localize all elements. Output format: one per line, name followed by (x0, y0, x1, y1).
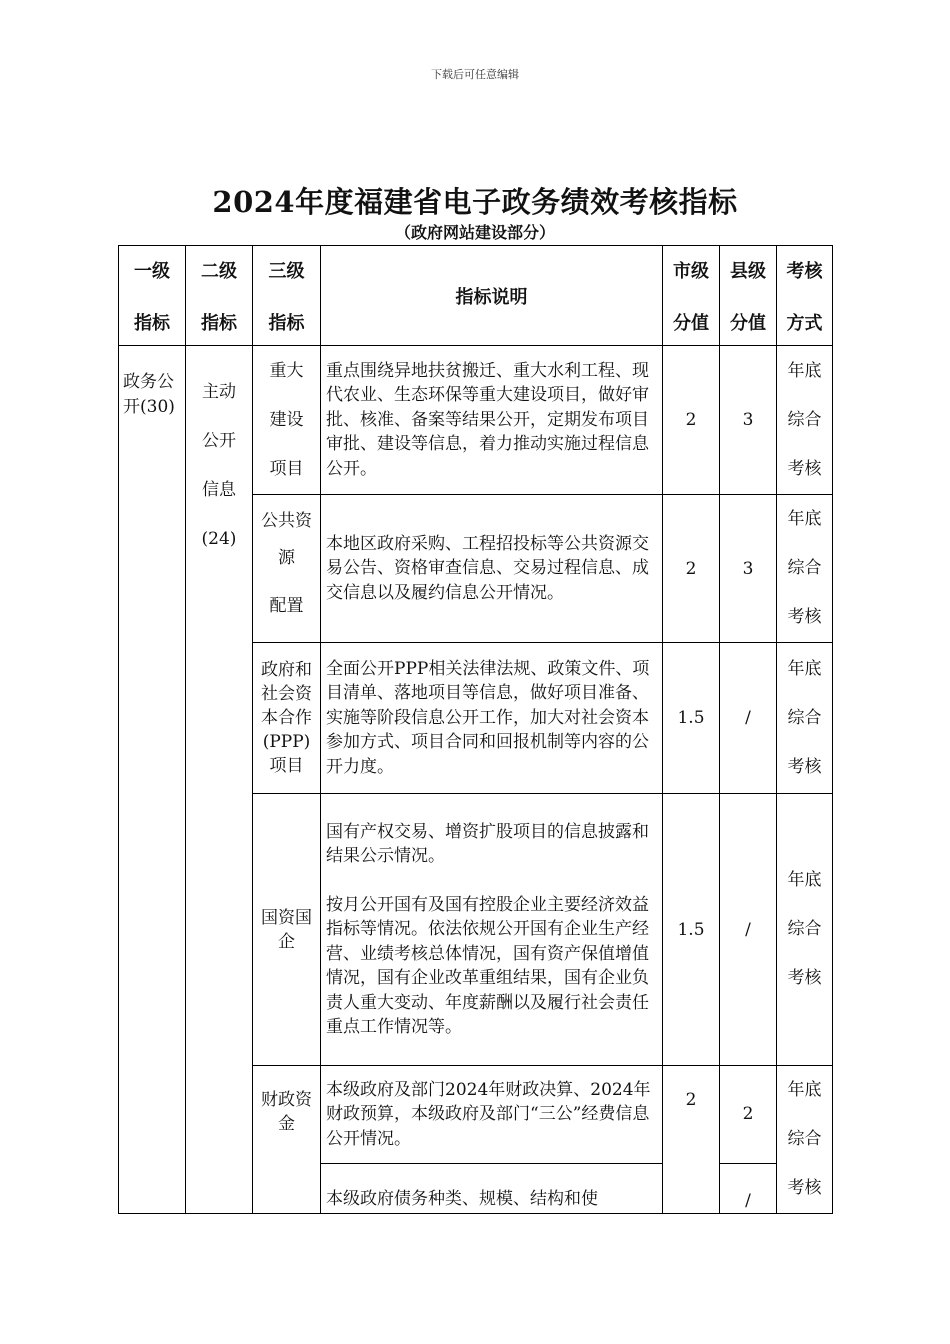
county-score: 2 (720, 1066, 777, 1164)
page-title: 2024年度福建省电子政务绩效考核指标 (212, 185, 738, 219)
table-row (119, 346, 833, 495)
description-cell: 国有产权交易、增资扩股项目的信息披露和结果公示情况。 按月公开国有及国有控股企业主要经济效益指标等情况。依法依规公开国有企业生产经营、业绩考核总体情况，国有资产保值增值情况，国有企业改革重组结果，国有企业负责人重大变动、年度薪酬以及履行社会责任重点工作情况等。 (321, 794, 663, 1066)
description-cell: 本级政府及部门2024年财政决算、2024年财政预算，本级政府及部门“三公”经费信息公开情况。 (321, 1066, 663, 1164)
level3-cell: 政府和 社会资 本合作 (PPP) 项目 (253, 643, 321, 794)
header-county-score: 县级 分值 (720, 246, 777, 346)
level3-cell: 公共资 源 配置 (253, 495, 321, 643)
header-row (119, 246, 833, 346)
county-score: / (720, 643, 777, 794)
header-level3: 三级 指标 (253, 246, 321, 346)
level1-cell: 政务公开(30) (119, 346, 186, 1214)
level2-cell: 主动 公开 信息 (24) (186, 346, 253, 1214)
city-score: 2 (663, 495, 720, 643)
county-score: 3 (720, 495, 777, 643)
header-description: 指标说明 (321, 246, 663, 346)
description-cell: 本级政府债务种类、规模、结构和使 (321, 1163, 663, 1213)
method-cell: 年底 综合 考核 (777, 346, 833, 495)
method-cell: 年底 综合 考核 (777, 643, 833, 794)
description-cell: 本地区政府采购、工程招投标等公共资源交易公告、资格审查信息、交易过程信息、成交信息以及履约信息公开情况。 (321, 495, 663, 643)
city-score: 1.5 (663, 794, 720, 1066)
method-cell: 年底 综合 考核 (777, 794, 833, 1066)
header-city-score: 市级 分值 (663, 246, 720, 346)
header-method: 考核 方式 (777, 246, 833, 346)
method-cell: 年底 综合 考核 (777, 495, 833, 643)
level3-cell: 财政资 金 (253, 1066, 321, 1214)
header-level1: 一级 指标 (119, 246, 186, 346)
city-score: 2 (663, 346, 720, 495)
page-subtitle: （政府网站建设部分） (394, 223, 555, 242)
city-score: 1.5 (663, 643, 720, 794)
description-cell: 全面公开PPP相关法律法规、政策文件、项目清单、落地项目等信息，做好项目准备、实施等阶段信息公开工作，加大对社会资本参加方式、项目合同和回报机制等内容的公开力度。 (321, 643, 663, 794)
watermark: 下载后可任意编辑 (431, 68, 519, 81)
county-score: 3 (720, 346, 777, 495)
county-score: / (720, 1163, 777, 1213)
header-level2: 二级 指标 (186, 246, 253, 346)
method-cell: 年底 综合 考核 (777, 1066, 833, 1214)
city-score: 2 (663, 1066, 720, 1214)
description-cell: 重点围绕异地扶贫搬迁、重大水利工程、现代农业、生态环保等重大建设项目，做好审批、核准、备案等结果公开，定期发布项目审批、建设等信息，着力推动实施过程信息公开。 (321, 346, 663, 495)
county-score: / (720, 794, 777, 1066)
level3-cell: 重大 建设 项目 (253, 346, 321, 495)
level3-cell: 国资国 企 (253, 794, 321, 1066)
indicator-table (118, 245, 833, 1214)
